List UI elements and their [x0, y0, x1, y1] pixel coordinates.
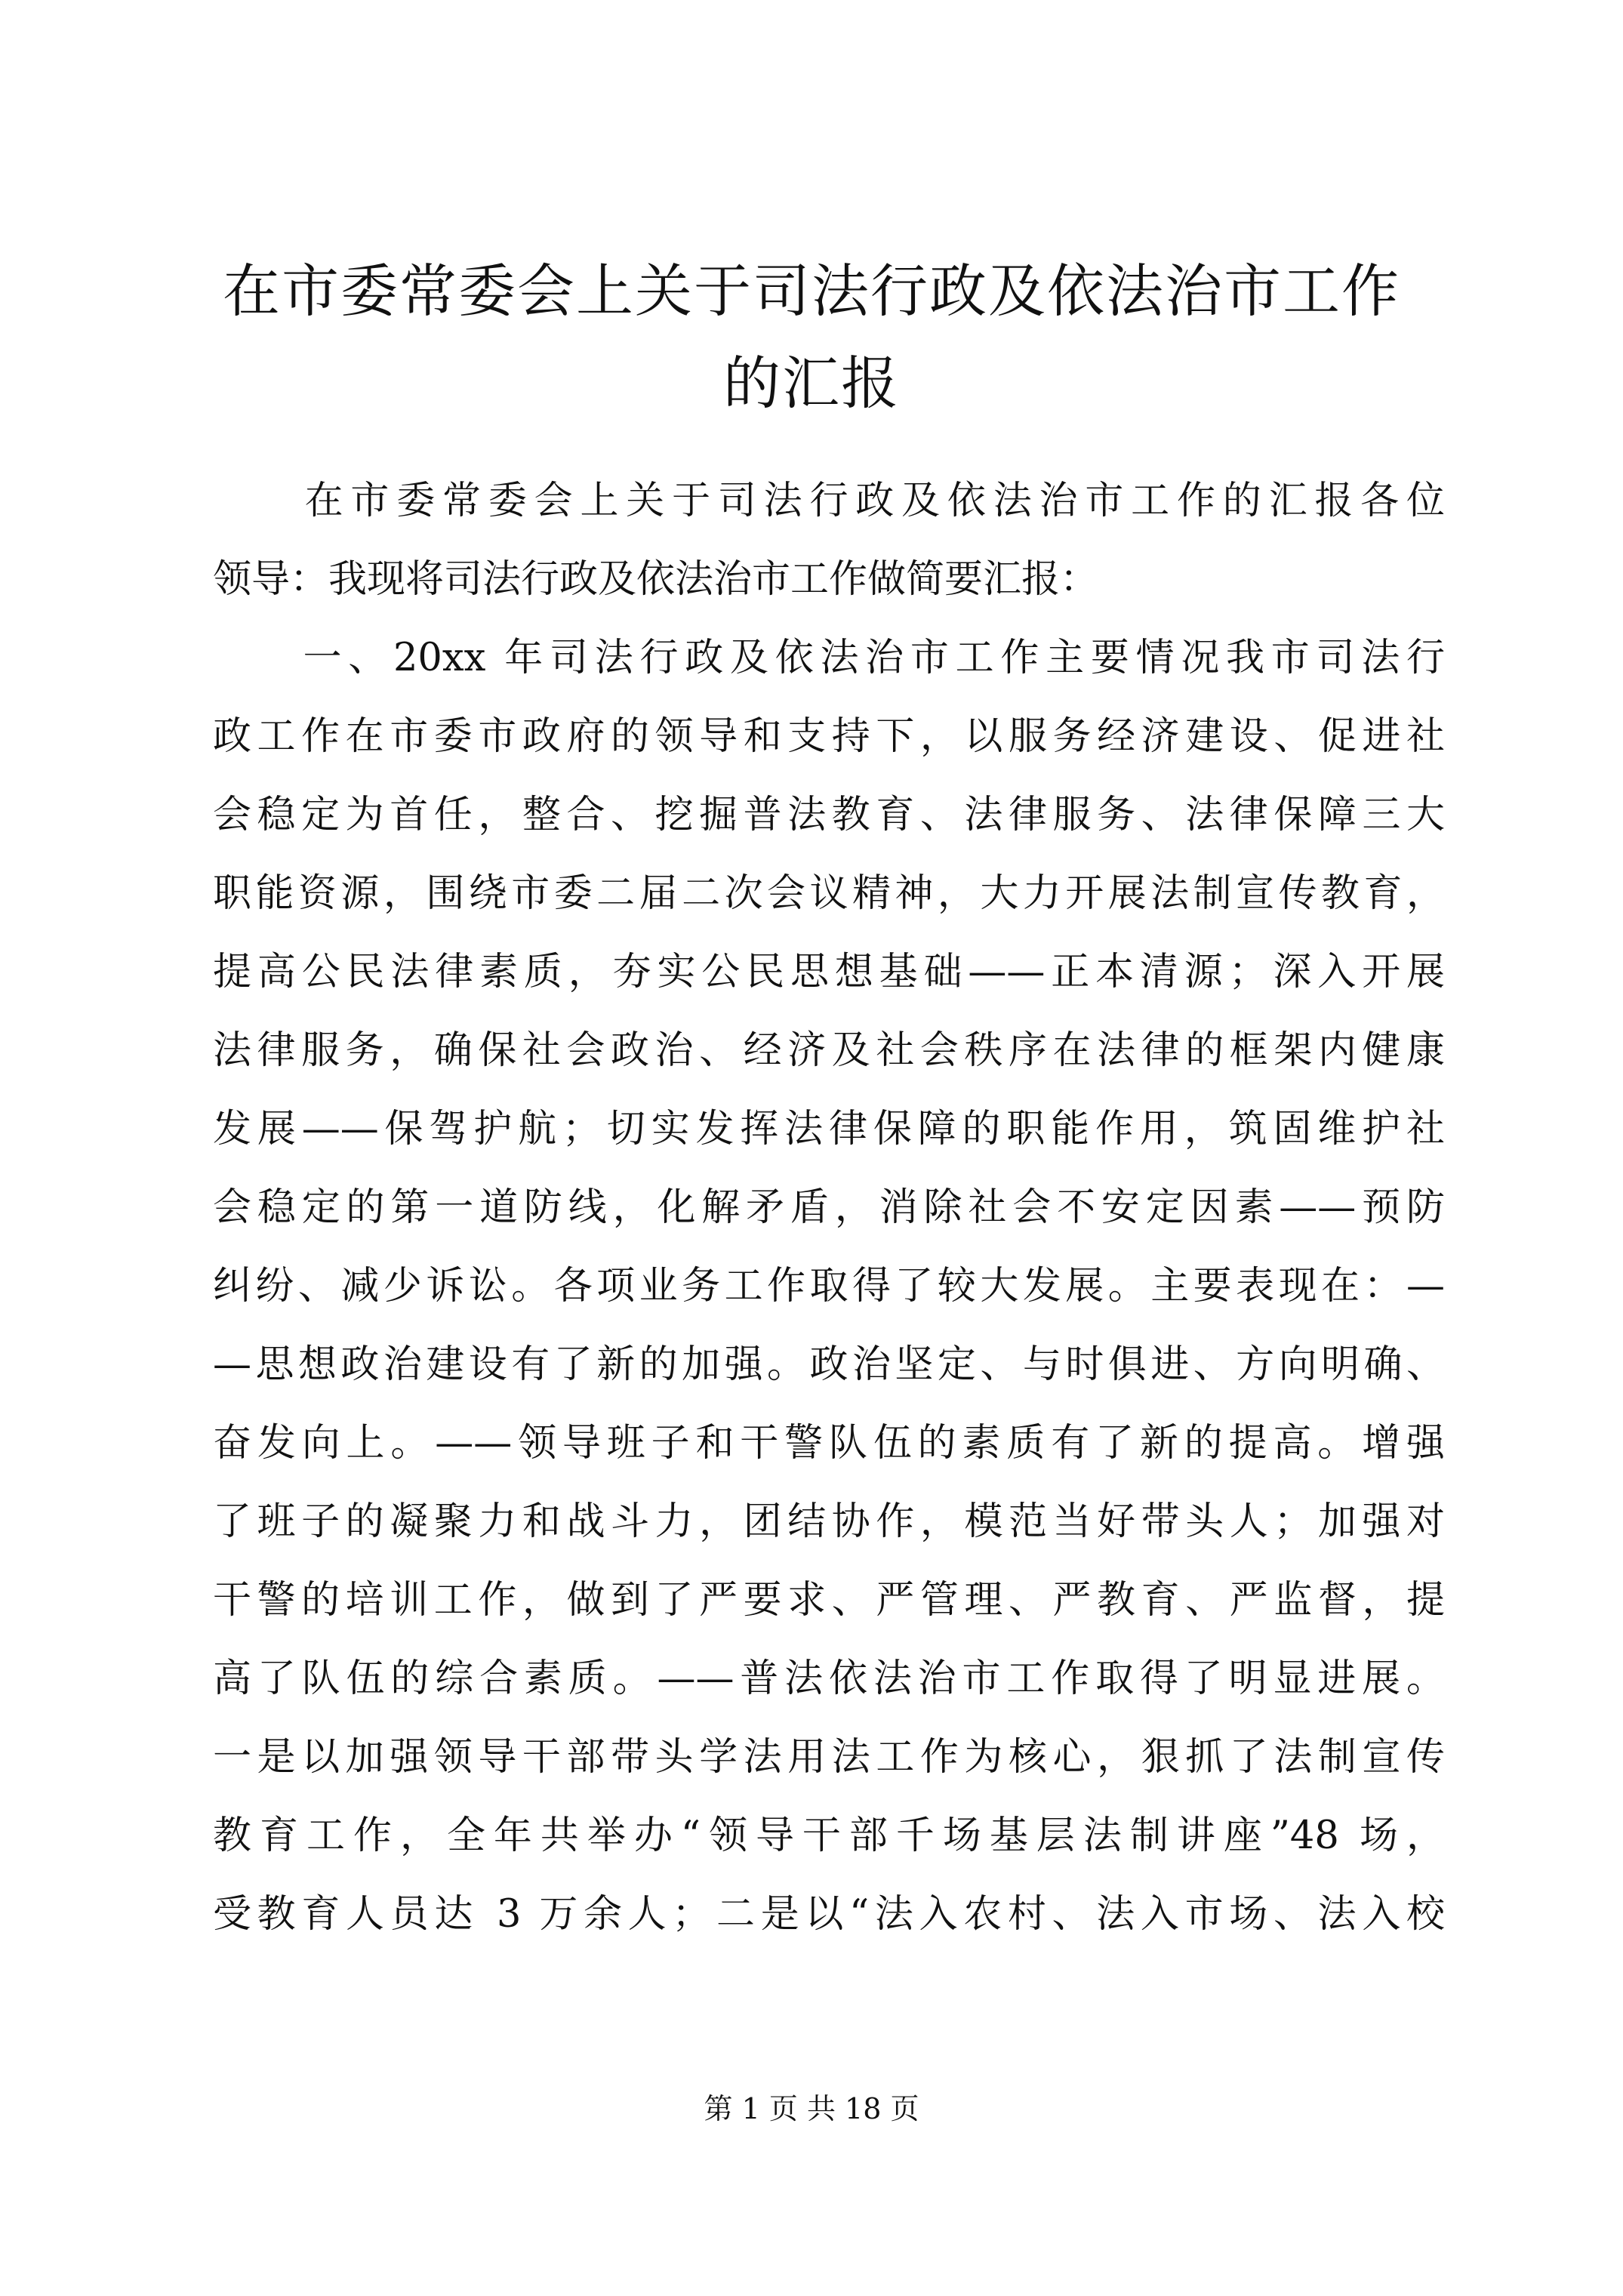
body-line: 奋发向上。——领导班子和干警队伍的素质有了新的提高。增强 — [213, 1421, 1445, 1465]
body-line: 发展——保驾护航；切实发挥法律保障的职能作用，筑固维护社 — [213, 1107, 1445, 1151]
body-line: 了班子的凝聚力和战斗力，团结协作，模范当好带头人；加强对 — [213, 1499, 1445, 1544]
body-line: 法律服务，确保社会政治、经济及社会秩序在法律的框架内健康 — [213, 1028, 1445, 1073]
title-line-1: 在市委常委会上关于司法行政及依法治市工作 — [223, 257, 1400, 325]
body-line: 一、20xx 年司法行政及依法治市工作主要情况我市司法行 — [213, 636, 1445, 680]
document-title — [189, 245, 1434, 430]
body-line: 一是以加强领导干部带头学法用法工作为核心，狠抓了法制宣传 — [213, 1735, 1445, 1780]
body-line: 受教育人员达 3 万余人；二是以“法入农村、法入市场、法入校 — [213, 1892, 1445, 1937]
page-footer: 第 1 页 共 18 页 — [704, 2092, 919, 2125]
body-line: 教育工作，全年共举办“领导干部千场基层法制讲座”48 场， — [213, 1814, 1445, 1858]
body-line: 领导：我现将司法行政及依法治市工作做简要汇报： — [213, 557, 1099, 602]
body-line: 政工作在市委市政府的领导和支持下，以服务经济建设、促进社 — [213, 714, 1445, 759]
body-line: 会稳定为首任，整合、挖掘普法教育、法律服务、法律保障三大 — [213, 793, 1445, 837]
document-body — [213, 462, 1445, 1954]
body-line: 提高公民法律素质，夯实公民思想基础——正本清源；深入开展 — [213, 950, 1445, 994]
body-line: 高了队伍的综合素质。——普法依法治市工作取得了明显进展。 — [213, 1657, 1445, 1701]
body-line: 纠纷、减少诉讼。各项业务工作取得了较大发展。主要表现在：— — [213, 1264, 1445, 1308]
body-line: —思想政治建设有了新的加强。政治坚定、与时俱进、方向明确、 — [213, 1342, 1445, 1387]
body-line: 会稳定的第一道防线，化解矛盾，消除社会不安定因素——预防 — [213, 1185, 1445, 1230]
body-line: 在市委常委会上关于司法行政及依法治市工作的汇报各位 — [213, 479, 1445, 523]
title-line-2: 的汇报 — [723, 350, 900, 417]
body-line: 职能资源，围绕市委二届二次会议精神，大力开展法制宣传教育， — [213, 871, 1445, 916]
body-line: 干警的培训工作，做到了严要求、严管理、严教育、严监督，提 — [213, 1578, 1445, 1623]
